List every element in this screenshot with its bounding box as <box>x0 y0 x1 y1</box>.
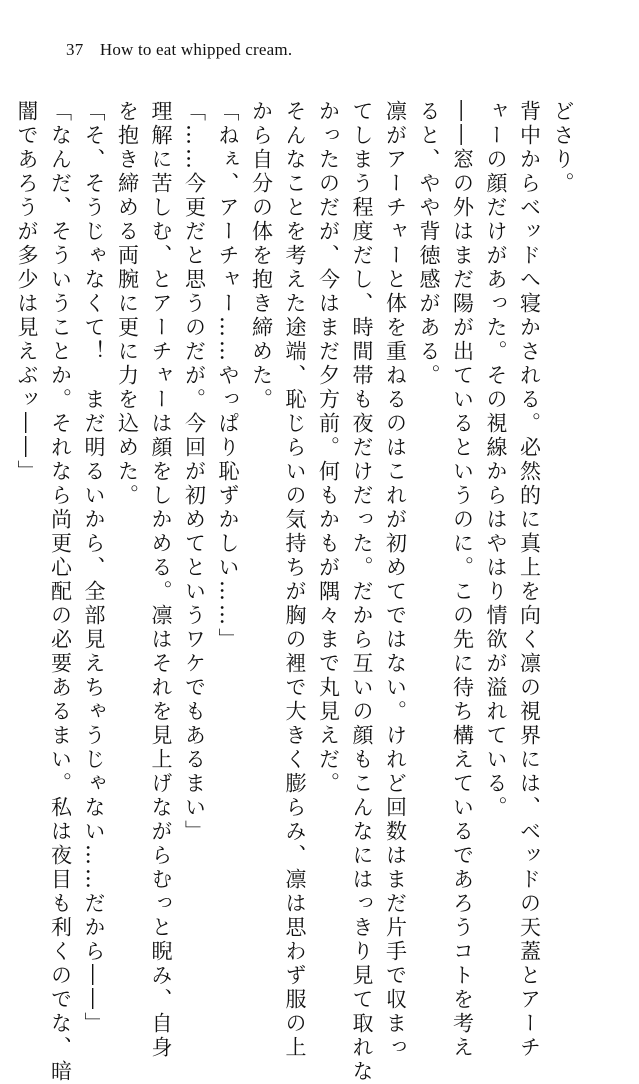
dialogue-line: 「ねぇ、アーチャー……やっぱり恥ずかしい……」 <box>216 100 240 652</box>
text-line: そんなことを考えた途端、恥じらいの気持ちが胸の裡で大きく膨らみ、凛は思わず服の上 <box>283 100 307 1060</box>
text-line: かったのだが、今はまだ夕方前。何もかもが隅々まで丸見えだ。 <box>316 100 341 796</box>
dialogue-line: 「なんだ、そういうことか。それなら尚更心配の必要あるまい。私は夜目も利くのでな、暗 <box>48 100 73 1084</box>
text-line: を抱き締める両腕に更に力を込めた。 <box>115 100 140 508</box>
dialogue-line: 「そ、そうじゃなくて！ まだ明るいから、全部見えちゃうじゃない……だから――」 <box>82 100 106 1036</box>
text-line: 理解に苦しむ、とアーチャーは顔をしかめる。凛はそれを見上げながらむっと睨み、自身 <box>149 100 173 1060</box>
text-line: 背中からベッドへ寝かされる。必然的に真上を向く凛の視界には、ベッドの天蓋とアーチ <box>517 100 542 1060</box>
text-line: から自分の体を抱き締めた。 <box>249 100 274 412</box>
page-number: 37 <box>66 40 84 59</box>
text-line: 凛がアーチャーと体を重ねるのはこれが初めてではない。けれど回数はまだ片手で収まっ <box>383 100 408 1060</box>
dialogue-line: 闇であろうが多少は見えぶッ――」 <box>15 100 39 484</box>
text-line: てしまう程度だし、時間帯も夜だけだった。だから互いの顔もこんなにはっきり見て取れな <box>350 100 374 1084</box>
dialogue-line: 「……今更だと思うのだが。今回が初めてというワケでもあるまい」 <box>182 100 207 844</box>
text-line: どさり。 <box>551 100 575 196</box>
text-line: ると、やや背徳感がある。 <box>417 100 441 388</box>
text-line: ――窓の外はまだ陽が出ているというのに。この先に待ち構えているであろうコトを考え <box>450 100 475 1060</box>
body-text <box>15 100 579 1084</box>
text-line: ャーの顔だけがあった。その視線からはやはり情欲が溢れている。 <box>484 100 508 820</box>
chapter-title: How to eat whipped cream. <box>99 40 293 59</box>
page-header <box>66 40 292 60</box>
